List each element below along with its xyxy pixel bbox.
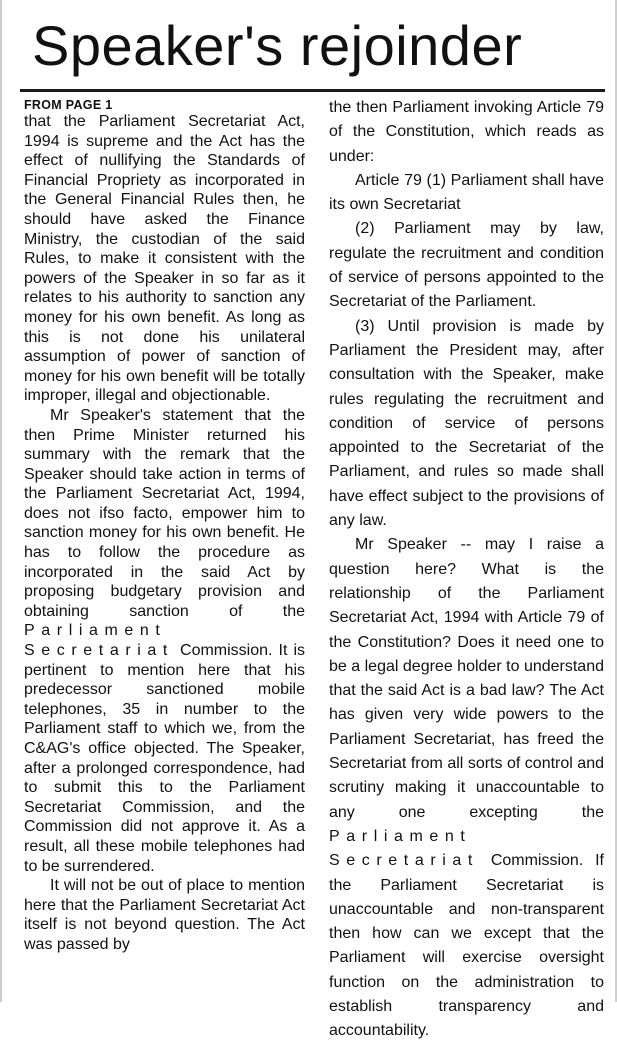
paragraph: It will not be out of place to mention here that the Parliament Secretariat Act itself is not beyond question. The Act was passed by bbox=[24, 877, 305, 953]
paragraph-text: Commission. It is pertinent to mention here that his predecessor sanctioned mobile telephones, 35 in number to the Parliament staff to which we, from the C&AG's office objected. The Speaker, after a prolonged correspondence, had to submit this to the Parliament Secretariat Commission, and the Commission did not approve it. As a result, all these mobile telephones had to be surrendered. bbox=[24, 642, 305, 875]
paragraph bbox=[329, 533, 604, 1043]
continuation-kicker: FROM PAGE 1 bbox=[24, 98, 113, 112]
paragraph-text: Commission. If the Parliament Secretariat is unaccountable and non-transparent then how can we except that the Parliament will exercise oversight function on the administration to establish transparency and accountability. bbox=[329, 852, 604, 1040]
paragraph: Article 79 (1) Parliament shall have its own Secretariat bbox=[329, 171, 604, 214]
spaced-text: Parliament Secretariat bbox=[24, 622, 174, 660]
paragraph bbox=[24, 406, 305, 876]
right-column bbox=[329, 96, 604, 1044]
paragraph-text: Mr Speaker's statement that the then Prime Minister returned his summary with the remark that the Speaker should take action in terms of the Parliament Secretariat Act, 1994, does not ifso facto, empower him to sanction money for his own benefit. He has to follow the procedure as incorporated in the said Act by proposing budgetary provision and obtaining sanction of the bbox=[24, 406, 305, 620]
headline-rule bbox=[20, 89, 605, 92]
paragraph: (3) Until provision is made by Parliament the President may, after consultation with the Speaker, make rules regulating the recruitment and condition of service of persons appointed to the Secretariat of the Parliament, and rules so made shall have effect subject to the provisions of any law. bbox=[329, 317, 604, 530]
paragraph: the then Parliament invoking Article 79 of the Constitution, which reads as under: bbox=[329, 99, 604, 165]
headline: Speaker's rejoinder bbox=[32, 14, 523, 77]
paragraph: that the Parliament Secretariat Act, 1994 is supreme and the Act has the effect of nullifying the Standards of Financial Propriety as incorporated in the General Financial Rules then, he should have asked the Finance Ministry, the custodian of the said Rules, to make it consistent with the powers of the Speaker in so far as it relates to his authority to sanction any money for his own benefit. As long as this is not done his unilateral assumption of power of sanction of money for his own benefit will be totally improper, illegal and objectionable. bbox=[24, 113, 305, 405]
left-column bbox=[24, 96, 305, 955]
paragraph: (2) Parliament may by law, regulate the recruitment and condition of service of persons appointed to the Secretariat of the Parliament. bbox=[329, 220, 604, 311]
spaced-text: Parliament Secretariat bbox=[329, 827, 479, 870]
paragraph-text: Mr Speaker -- may I raise a question here? What is the relationship of the Parliament Secretariat Act, 1994 with Article 79 of the Constitution? Does it need one to be a legal degree holder to understand that the said Act is a bad law? The Act has given very wide powers to the Parliament Secretariat, has freed the Secretariat from all sorts of control and scrutiny making it unaccountable to any one excepting the bbox=[329, 536, 604, 821]
